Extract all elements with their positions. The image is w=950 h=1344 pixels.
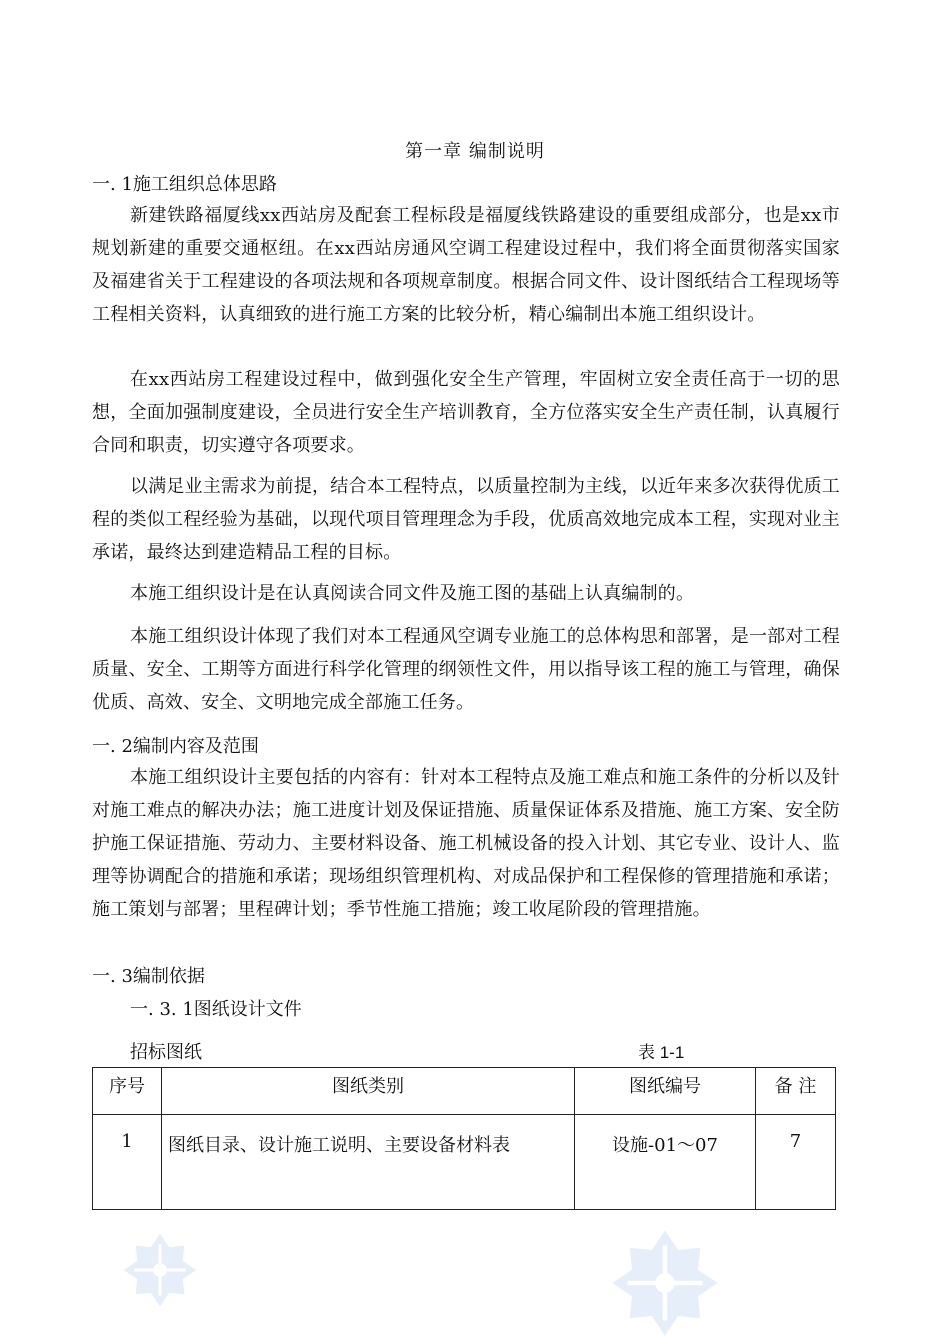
cell-remarks: 7 [756,1115,836,1210]
snowflake-watermark-icon [610,1228,720,1338]
snowflake-watermark-icon [122,1232,198,1308]
drawings-table [92,1067,836,1210]
header-remarks: 备 注 [756,1068,836,1115]
section-heading-1-1: 一. 1施工组织总体思路 [92,174,277,195]
header-drawing-category: 图纸类别 [162,1068,575,1115]
cell-drawing-category: 图纸目录、设计施工说明、主要设备材料表 [162,1115,575,1210]
paragraph-scope: 本施工组织设计主要包括的内容有：针对本工程特点及施工难点和施工条件的分析以及针对施工难点的解决办法；施工进度计划及保证措施、质量保证体系及措施、施工方案、安全防护施工保证措施、劳动力、主要材料设备、施工机械设备的投入计划、其它专业、设计人、监理等协调配合的措施和承诺；现场组织管理机构、对成品保护和工程保修的管理措施和承诺；施工策划与部署；里程碑计划；季节性施工措施；竣工收尾阶段的管理措施。 [92,767,840,920]
chapter-title: 第一章 编制说明 [405,141,545,162]
paragraph-safety-management: 在xx西站房工程建设过程中，做到强化安全生产管理，牢固树立安全责任高于一切的思想，全面加强制度建设，全员进行安全生产培训教育，全方位落实安全生产责任制，认真履行合同和职责，切实遵守各项要求。 [92,369,840,456]
paragraph-purpose: 本施工组织设计体现了我们对本工程通风空调专业施工的总体构思和部署，是一部对工程质量、安全、工期等方面进行科学化管理的纲领性文件，用以指导该工程的施工与管理，确保优质、高效、安全、文明地完成全部施工任务。 [92,626,840,713]
table-header-row [93,1068,836,1115]
cell-index: 1 [93,1115,162,1210]
cell-drawing-number: 设施-01～07 [575,1115,756,1210]
paragraph-overall-approach: 新建铁路福厦线xx西站房及配套工程标段是福厦线铁路建设的重要组成部分，也是xx市规划新建的重要交通枢纽。在xx西站房通风空调工程建设过程中，我们将全面贯彻落实国家及福建省关于工程建设的各项法规和各项规章制度。根据合同文件、设计图纸结合工程现场等工程相关资料，认真细致的进行施工方案的比较分析，精心编制出本施工组织设计。 [92,205,840,325]
section-heading-1-3: 一. 3编制依据 [92,966,205,987]
table-caption-title: 招标图纸 [130,1042,202,1063]
table-row [93,1115,836,1210]
paragraph-basis-statement: 本施工组织设计是在认真阅读合同文件及施工图的基础上认真编制的。 [130,583,695,604]
table-caption-number: 表 1-1 [638,1043,685,1062]
section-heading-1-2: 一. 2编制内容及范围 [92,736,259,757]
header-index: 序号 [93,1068,162,1115]
paragraph-quality-goal: 以满足业主需求为前提，结合本工程特点，以质量控制为主线，以近年来多次获得优质工程的类似工程经验为基础，以现代项目管理理念为手段，优质高效地完成本工程，实现对业主承诺，最终达到建造精品工程的目标。 [92,476,840,563]
header-drawing-number: 图纸编号 [575,1068,756,1115]
sub-heading-1-3-1: 一. 3. 1图纸设计文件 [130,999,302,1020]
